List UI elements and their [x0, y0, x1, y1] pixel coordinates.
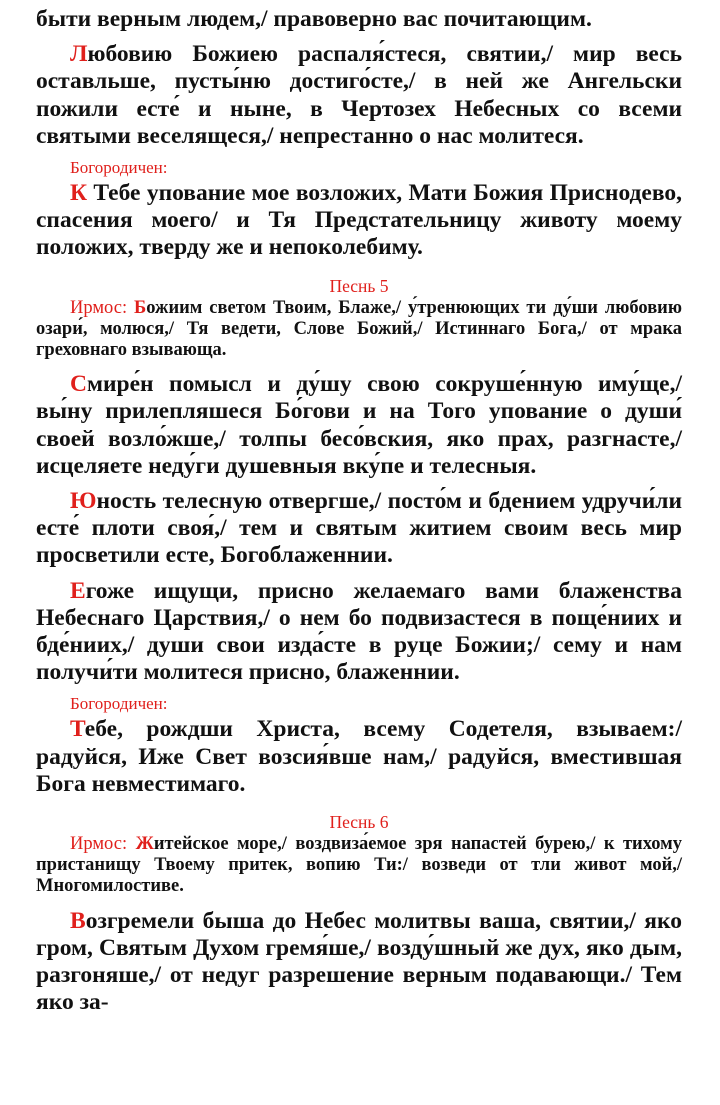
paragraph-text: ность телесную отвергше,/ посто́м и бдением удручи́ли есте́ плоти своя́,/ тем и святым житием своим весь мир просветили есте, Богоблаженнии. [36, 488, 682, 569]
paragraph-text: ебе, рождши Христа, всему Содетеля, взываем:/ радуйся, Иже Свет возсия́вше нам,/ радуйся, вместившая Бога невместимаго. [36, 716, 682, 797]
paragraph [36, 488, 682, 570]
irmos-label: Ирмос: [70, 297, 135, 318]
paragraph-text: гоже ищущи, присно желаемаго вами блаженства Небеснаго Царствия,/ о нем бо подвизастеся в поще́ниих и бде́ниих,/ души свои изда́сте в руце Божии;/ сему и нам получи́ти молитеся присно, блаженнии. [36, 577, 682, 686]
drop-cap: Ж [135, 834, 154, 855]
page-text [36, 6, 682, 1025]
paragraph [36, 180, 682, 262]
paragraph [36, 578, 682, 687]
drop-cap: Л [70, 41, 88, 68]
paragraph [36, 908, 682, 1017]
drop-cap: С [70, 371, 87, 398]
drop-cap: Т [70, 716, 85, 743]
drop-cap: В [70, 907, 86, 934]
irmos-paragraph [36, 298, 682, 362]
drop-cap: К [70, 180, 88, 207]
paragraph-text: мире́н помысл и ду́шу свою сокруше́нную иму́ще,/ вы́ну прилепляшеся Бо́гови и на Того упование о души́ своей возло́жше,/ толпы бесо́вския, яко прах, разгнасте,/ исцеляете неду́ги душевныя вку́пе и телесныя. [36, 371, 682, 479]
drop-cap: Е [70, 577, 86, 604]
paragraph-text: озгремели быша до Небес молитвы ваша, святии,/ яко гром, Святым Духом гремя́ше,/ возду́шный же дух, яко дым, разгоняше,/ от недуг разрешение верным подавающи./ Тем яко за- [36, 907, 682, 1016]
irmos-paragraph [36, 834, 682, 898]
irmos-text: итейское море,/ воздвиза́емое зря напастей бурею,/ к тихому пристанищу Твоему притек, вопию Ти:/ возведи от тли живот мой,/ Многомилостиве. [36, 834, 682, 897]
irmos-text: ожиим светом Твоим, Блаже,/ у́тренюющих ти ду́ши любовию озари́, молюся,/ Тя ведети, Слове Божий,/ Истиннаго Бога,/ от мрака греховнаго взывающа. [36, 297, 682, 361]
theotokion-rubric: Богородичен: [70, 158, 168, 178]
irmos-label: Ирмос: [70, 834, 136, 855]
paragraph [36, 716, 682, 798]
paragraph-text: быти верным людем,/ правоверно вас почитающим. [36, 6, 592, 32]
paragraph-text: юбовию Божиею распаля́стеся, святии,/ мир весь оставльше, пусты́ню достиго́сте,/ в ней же Ангельски пожили есте́ и ныне, в Чертозех Небесных со всеми святыми веселящеся,/ непрестанно о нас молитеся. [36, 41, 682, 149]
paragraph-text: Тебе упование мое возложих, Мати Божия Приснодево, спасения моего/ и Тя Предстательницу животу моему положих, тверду же и непоколебиму. [36, 180, 682, 261]
paragraph [36, 41, 682, 150]
drop-cap: Ю [70, 488, 97, 515]
paragraph [36, 6, 682, 33]
ode-heading: Песнь 6 [329, 812, 389, 833]
ode-heading: Песнь 5 [329, 275, 389, 296]
drop-cap: Б [134, 297, 147, 318]
paragraph [36, 371, 682, 480]
theotokion-rubric: Богородичен: [70, 694, 168, 714]
